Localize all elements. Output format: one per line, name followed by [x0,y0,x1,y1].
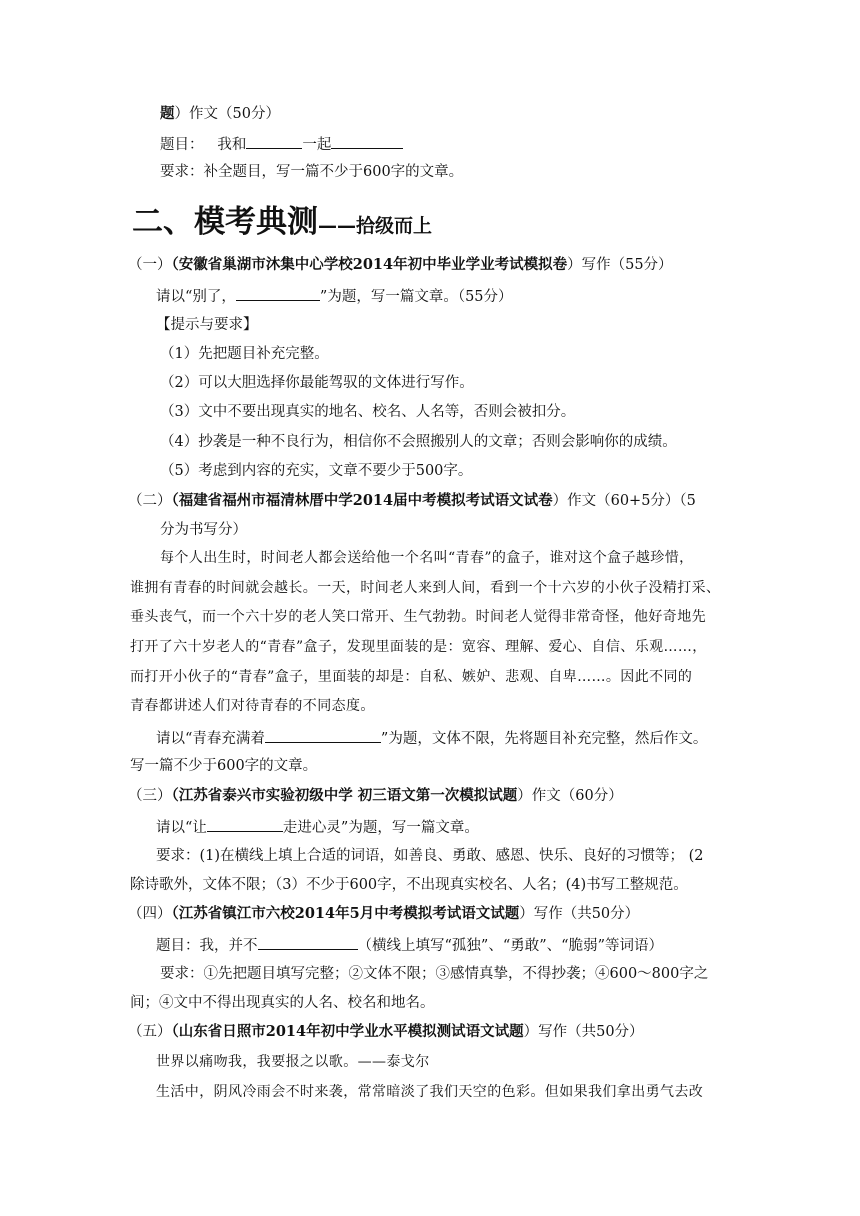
heading-rest: ）作文（50分） [174,106,280,122]
section-title-sub: ——拾级而上 [318,215,433,237]
hint-heading: 【提示与要求】 [156,317,258,333]
question-source: （安徽省巢湖市沐集中心学校2014年初中毕业学业考试模拟卷 [171,256,568,273]
requirement-line: 除诗歌外，文体不限；（3）不少于600字，不出现真实校名、人名；(4)书写工整规范。 [130,877,688,893]
question-number: （四） [128,906,172,922]
topic-part-a: 我和 [217,137,247,153]
prompt-part-b: ”为题，写一篇文章。（55分） [319,289,513,305]
question-score-note: 分为书写分） [160,522,247,538]
question-number: （二） [128,493,172,509]
question-2-prompt-cont: 写一篇不少于600字的文章。 [130,758,318,774]
section-title [132,196,432,241]
question-1-header [128,255,673,275]
question-4-prompt [156,934,663,956]
prompt-part-a: 请以“别了， [156,289,236,305]
story-paragraph-line: 打开了六十岁老人的“青春”盒子，发现里面装的是：宽容、理解、爱心、自信、乐观……， [130,639,707,655]
story-paragraph-line: 垂头丧气，而一个六十岁的老人笑口常开、生气勃勃。时间老人觉得非常奇怪，他好奇地先 [130,609,706,625]
question-3-header [128,786,623,806]
requirement-line: 要求：补全题目，写一篇不少于600字的文章。 [160,164,464,180]
story-paragraph-line: 而打开小伙子的“青春”盒子，里面装的却是：自私、嫉妒、悲观、自卑……。因此不同的 [130,669,693,685]
question-source: （福建省福州市福清林厝中学2014届中考模拟考试语文试卷 [171,492,553,509]
question-source: （江苏省泰兴市实验初级中学 初三语文第一次模拟试题 [171,787,518,804]
hint-item: （4）抄袭是一种不良行为，相信你不会照搬别人的文章；否则会影响你的成绩。 [160,434,677,450]
essay-heading-line [160,104,280,124]
blank-line [331,133,403,149]
question-score: ）作文（60+5分）（5 [552,493,696,509]
topic-label: 题目： [160,137,204,153]
question-score: ）写作（共50分） [523,1024,644,1040]
question-score: ）作文（60分） [517,788,623,804]
story-paragraph-line: 谁拥有青春的时间就会越长。一天，时间老人来到人间，看到一个十六岁的小伙子没精打采、 [130,580,721,596]
topic-line [160,133,403,155]
blank-line [258,934,358,950]
question-number: （五） [128,1024,172,1040]
question-2-prompt [156,727,707,749]
prompt-part-b: 走进心灵”为题，写一篇文章。 [282,820,479,836]
question-score: ）写作（共50分） [519,906,640,922]
story-paragraph-line: 青春都讲述人们对待青春的不同态度。 [130,698,375,714]
question-2-header [128,491,696,511]
requirement-line: 间；④文中不得出现真实的人名、校名和地名。 [130,995,435,1011]
prompt-part-a: 题目：我，并不 [156,938,258,954]
blank-line [265,727,381,743]
prompt-part-a: 请以“青春充满着 [156,731,265,747]
question-5-header [128,1022,644,1042]
quote-line: 世界以痛吻我，我要报之以歌。——泰戈尔 [156,1054,430,1070]
hint-item: （1）先把题目补充完整。 [160,346,329,362]
material-line: 生活中，阴风冷雨会不时来袭，常常暗淡了我们天空的色彩。但如果我们拿出勇气去改 [156,1084,704,1100]
blank-line [236,285,320,301]
topic-part-b: 一起 [302,137,332,153]
question-3-prompt [156,816,479,838]
hint-item: （5）考虑到内容的充实，文章不要少于500字。 [160,463,473,479]
blank-line [207,816,283,832]
question-source: （江苏省镇江市六校2014年5月中考模拟考试语文试题 [171,905,520,922]
prompt-part-a: 请以“让 [156,820,207,836]
requirement-line: 要求：(1)在横线上填上合适的词语，如善良、勇敢、感恩、快乐、良好的习惯等； (2 [156,848,704,864]
hint-item: （3）文中不要出现真实的地名、校名、人名等，否则会被扣分。 [160,404,576,420]
hint-item: （2）可以大胆选择你最能驾驭的文体进行写作。 [160,375,474,391]
prompt-part-b: ”为题，文体不限，先将题目补充完整，然后作文。 [380,731,708,747]
question-score: ）写作（55分） [567,257,673,273]
blank-line [246,133,302,149]
story-paragraph-line: 每个人出生时，时间老人都会送给他一个名叫“青春”的盒子，谁对这个盒子越珍惜， [160,550,694,566]
question-4-header [128,904,639,924]
question-number: （一） [128,257,172,273]
question-1-prompt [156,285,513,307]
question-number: （三） [128,788,172,804]
requirement-line: 要求：①先把题目填写完整；②文体不限；③感情真挚，不得抄袭；④600～800字之 [160,966,709,982]
prompt-part-b: （横线上填写“孤独”、“勇敢”、“脆弱”等词语） [357,938,663,954]
section-title-main: 二、模考典测 [132,204,318,240]
heading-bold: 题 [160,105,175,122]
question-source: （山东省日照市2014年初中学业水平模拟测试语文试题 [171,1023,524,1040]
